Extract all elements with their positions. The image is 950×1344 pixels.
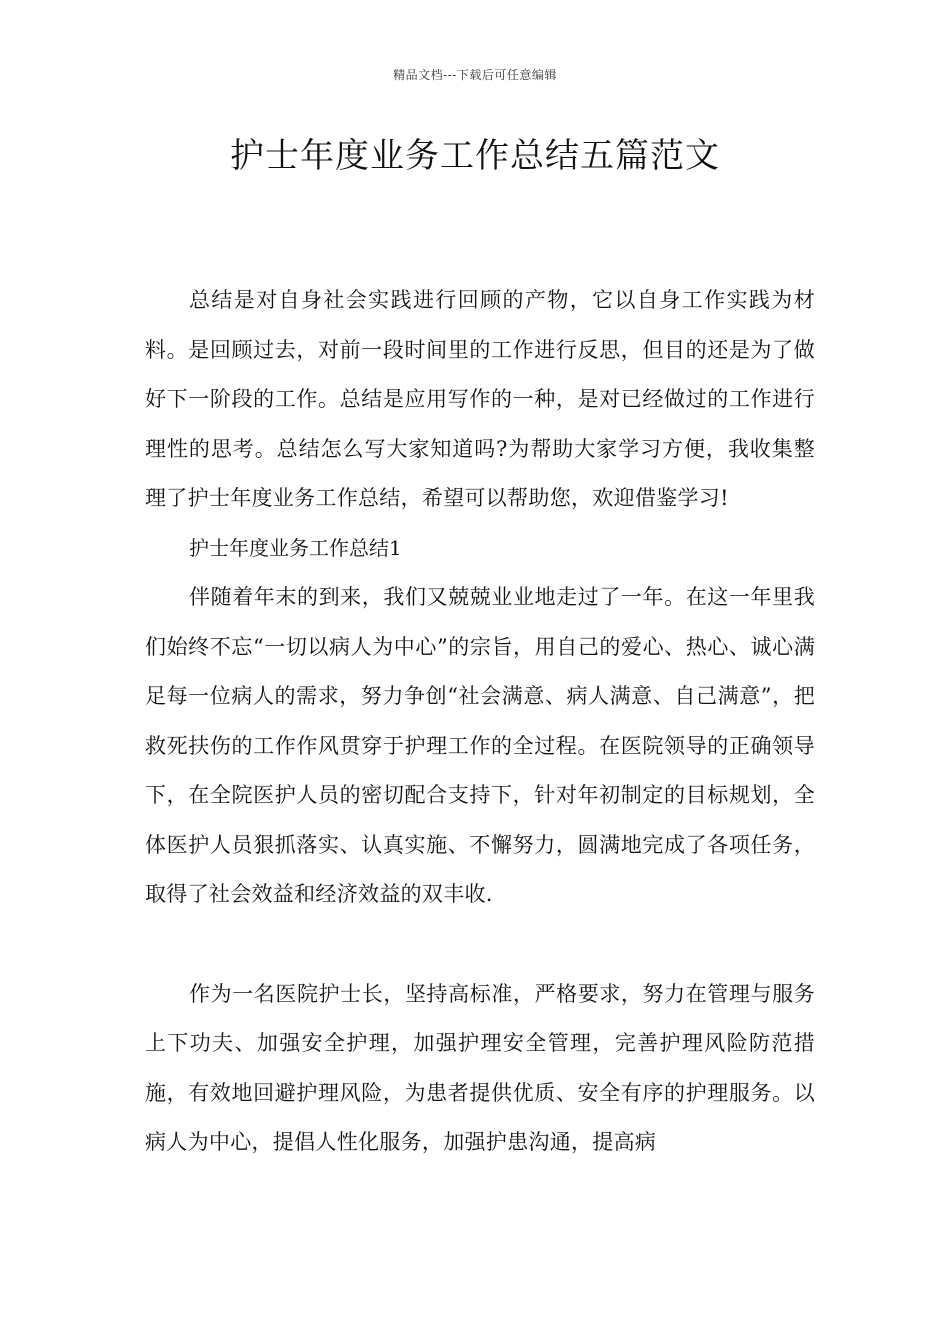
page-header-note: 精品文档---下载后可任意编辑	[393, 68, 557, 82]
document-body	[145, 276, 815, 1168]
section1-paragraph-2: 作为一名医院护士长，坚持高标准，严格要求，努力在管理与服务上下功夫、加强安全护理，加强护理安全管理，完善护理风险防范措施，有效地回避护理风险，为患者提供优质、安全有序的护理服务。以病人为中心，提倡人性化服务，加强护患沟通，提高病	[145, 981, 815, 1154]
intro-paragraph: 总结是对自身社会实践进行回顾的产物，它以自身工作实践为材料。是回顾过去，对前一段时间里的工作进行反思，但目的还是为了做好下一阶段的工作。总结是应用写作的一种，是对已经做过的工作进行理性的思考。总结怎么写大家知道吗?为帮助大家学习方便，我收集整理了护士年度业务工作总结，希望可以帮助您，欢迎借鉴学习!	[145, 288, 815, 510]
section-heading-1: 护士年度业务工作总结1	[189, 535, 402, 560]
paragraph-spacer	[145, 920, 815, 970]
document-title: 护士年度业务工作总结五篇范文	[230, 136, 720, 176]
section1-paragraph-1: 伴随着年末的到来，我们又兢兢业业地走过了一年。在这一年里我们始终不忘“一切以病人为中心”的宗旨，用自己的爱心、热心、诚心满足每一位病人的需求，努力争创“社会满意、病人满意、自己满意”，把救死扶伤的工作作风贯穿于护理工作的全过程。在医院领导的正确领导下，在全院医护人员的密切配合支持下，针对年初制定的目标规划，全体医护人员狠抓落实、认真实施、不懈努力，圆满地完成了各项任务，取得了社会效益和经济效益的双丰收.	[145, 585, 815, 906]
